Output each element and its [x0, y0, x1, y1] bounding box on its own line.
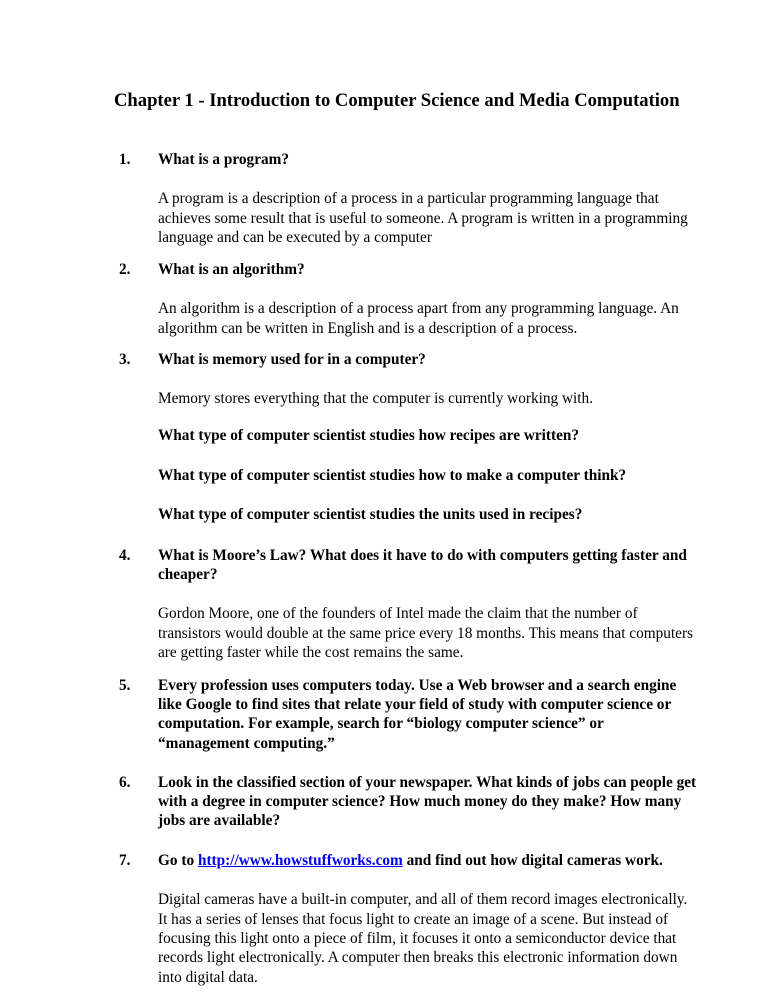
question-3: [119, 350, 699, 409]
question-5: [119, 676, 699, 753]
question-number: 3.: [119, 351, 131, 368]
question-text: Every profession uses computers today. Use a Web browser and a search engine like Google to find sites that relate your field of study with computer science or computation. For example, search for “biology computer science” or “management computing.”: [158, 677, 677, 752]
question-number: 2.: [119, 261, 131, 278]
question-4: [119, 546, 699, 663]
answer-text: An algorithm is a description of a process apart from any programming language. An algorithm can be written in English and is a description of a process.: [158, 300, 679, 337]
question-7: [119, 851, 699, 987]
answer-text: A program is a description of a process in a particular programming language that achieves some result that is useful to someone. A program is written in a programming language and can be executed by a computer: [158, 190, 688, 247]
question-number: 5.: [119, 677, 131, 694]
question-text: What is an algorithm?: [158, 261, 305, 278]
question-6: [119, 773, 699, 831]
question-text-after-link: and find out how digital cameras work.: [402, 852, 663, 869]
howstuffworks-link[interactable]: http://www.howstuffworks.com: [197, 852, 403, 869]
chapter-title: Chapter 1 - Introduction to Computer Science and Media Computation: [114, 90, 680, 111]
question-number: 4.: [119, 547, 131, 564]
question-1: [119, 150, 699, 247]
question-number: 1.: [119, 151, 131, 168]
extra-question-recipe-units: What type of computer scientist studies the units used in recipes?: [158, 506, 583, 523]
question-text: What is a program?: [158, 151, 290, 168]
extra-question-recipes-written: What type of computer scientist studies how recipes are written?: [158, 427, 580, 444]
answer-text: Gordon Moore, one of the founders of Intel made the claim that the number of transistors would double at the same price every 18 months. This means that computers are getting faster while the cost remains the same.: [158, 605, 693, 662]
question-text: Look in the classified section of your newspaper. What kinds of jobs can people get with a degree in computer science? How much money do they make? How many jobs are available?: [158, 774, 697, 830]
answer-text: Digital cameras have a built-in computer, and all of them record images electronically. It has a series of lenses that focus light to create an image of a scene. But instead of focusing this light onto a piece of film, it focuses it onto a semiconductor device that records light electronically. A computer then breaks this electronic information down into digital data.: [158, 891, 688, 986]
extra-question-computer-think: What type of computer scientist studies how to make a computer think?: [158, 467, 627, 484]
question-text: What is memory used for in a computer?: [158, 351, 426, 368]
answer-text: Memory stores everything that the computer is currently working with.: [158, 390, 594, 408]
question-text: What is Moore’s Law? What does it have to do with computers getting faster and cheaper?: [158, 547, 687, 584]
question-text: [158, 851, 699, 870]
question-2: [119, 260, 699, 338]
question-number: 7.: [119, 852, 131, 869]
question-text-before-link: Go to: [158, 852, 198, 869]
question-number: 6.: [119, 774, 131, 791]
